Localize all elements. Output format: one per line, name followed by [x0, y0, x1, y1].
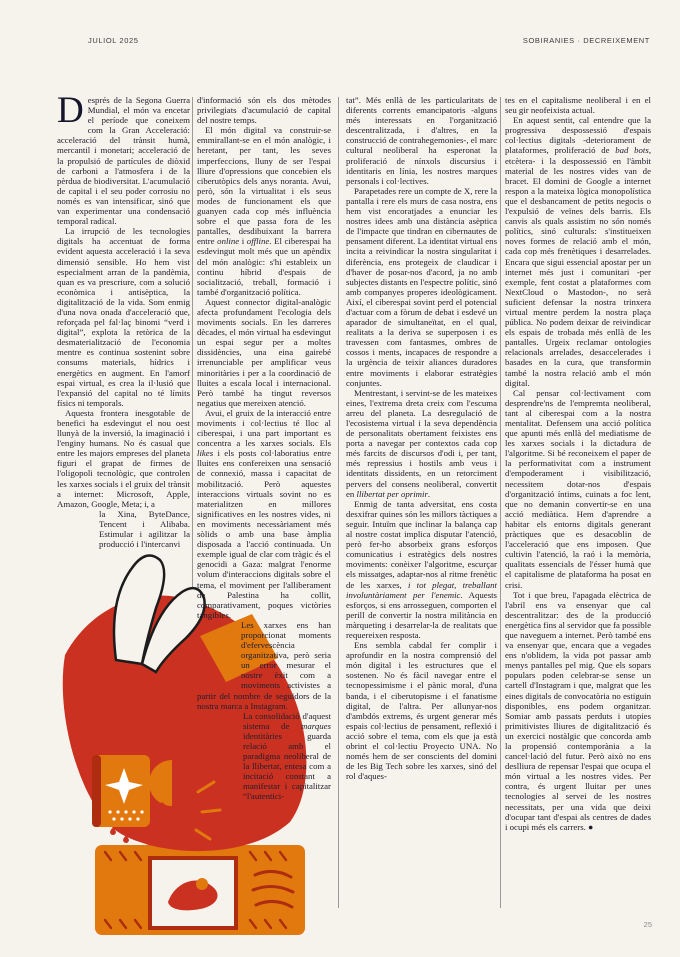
paragraph: [505, 115, 651, 388]
text-run: i els posts col·laboratius entre lluites ens confereixen una sensació de connexió, massa i capacitat de mobilització. Però aquestes interaccions virtuals sovint no es materialitzen en millores significatives en les nostres vides, ni en moviments necessàriament més sòlids o amb una base àmplia disposada a l'acció continuada. Un exemple igual de clar com tràgic és el genocidi a Gaza: malgrat l'enorme volum d'interaccions digitals sobre el tema, el moviment per l'alliberament de Palestina ha collit, comparativament, poques victòries tangibles.: [197, 448, 331, 620]
text-run: . El ciberespai ha esdevingut molt més que un apèndix del món analògic: s'hi estableix un continu híbrid d'espais de socialització, treball, formació i també d'organització política.: [197, 236, 331, 297]
paragraph: [346, 499, 497, 640]
paragraph: [197, 711, 331, 802]
illustration-wrap-spacer: [197, 711, 243, 835]
paragraph: [197, 620, 331, 711]
paragraph: [197, 297, 331, 408]
header-section: SOBIRANIES · DECREIXEMENT: [522, 36, 650, 45]
text-run: La consolidació d'aquest sistema de: [243, 710, 331, 731]
text-run: El món digital va construir-se emmirallant-se en el món analògic, i heretant, per tant, les seves imperfeccions, lluny de ser l'espai lliure d'opressions que concebien els ciberutòpics dels anys noranta. Avui, però, són la virtualitat i els seus modes de funcionament els que guanyen cada cop més influència sobre el que passa fora de les pantalles, desdibuixant la barrera entre: [197, 125, 331, 247]
page-footer: [644, 920, 652, 929]
text-run: Ens sembla cabdal fer complir i aprofundir en la nostra comprensió del món digital i les estructures que el sostenen. No és fàcil navegar entre el tecnopessimisme i el pànic moral, d'una banda, i el ciberutopisme i el fanatisme digital, de l'altra. Per allunyar-nos d'ambdós extrems, és urgent generar més espais col·lectius de pensament, reflexió i acció sobre el tema, com els que ja està obrint el col·lectiu Proyecto UNA. No només hem de ser conscients del domini de les Big Tech sobre les xarxes, sinó del rol d'aques-: [346, 640, 497, 782]
illustration-wrap-spacer: [57, 509, 99, 571]
text-run: En aquest sentit, cal entendre que la progressiva despossessió d'espais col·lectius digitals -deteriorament de plataformes, proliferació de: [505, 115, 651, 156]
paragraph: [197, 408, 331, 620]
text-run: La irrupció de les tecnologies digitals ha accentuat de forma evident aquesta acceleració i la seva dimensió sensible. Ho hem vist especialment arran de la pandèmia, quan es va prescriure, com a solució econòmica i antisèptica, la digitalització de la vida. Som enmig d'una nova onada d'acceleració que, reforçada pel fal·laç binomi “verd i digital”, explota la retòrica de la desmaterialització de l'economia mentre es continua sostenint sobre consums materials, hídrics i energètics en augment. En l'amorf espai virtual, es crea la il·lusió que l'expansió del capital no té límits físics ni temporals.: [57, 226, 190, 408]
text-run: d'informació són els dos mètodes privilegiats d'acumulació de capital del nostre temps.: [197, 95, 331, 126]
text-column-1: [57, 95, 190, 655]
text-column-3: [346, 95, 497, 915]
paragraph: [505, 95, 651, 115]
text-run: Les xarxes ens han proporcionat moments d'efervescència organitzativa, però seria un error mesurar el nostre èxit com a moviments activistes a partir del nombre de seguidors de la nostra marca a Instagram.: [197, 619, 331, 711]
paragraph: [505, 388, 651, 590]
text-run: .: [427, 488, 431, 499]
text-run: likes: [197, 448, 214, 459]
page-header: [88, 36, 650, 48]
drop-cap: D: [57, 95, 84, 131]
paragraph: [57, 408, 190, 509]
header-date: JULIOL 2025: [88, 36, 139, 45]
paragraph: [197, 125, 331, 297]
illustration-wrap-spacer: [197, 620, 241, 682]
column-rule: [500, 97, 501, 908]
paragraph: [57, 509, 190, 549]
paragraph: [346, 95, 497, 186]
text-run: Cal pensar col·lectivament com desprendre'ns de l'empremta neoliberal, tant al ciberespai com a la nostra mentalitat. Defensem una acció política que apunti més enllà del mediatisme de les xarxes socials i la dictadura de l'algoritme. Si bé reconeixem el paper de la performativitat com a instrument d'empoderament i visibilització, necessitem dotar-nos d'espais d'organització íntims, cuinats a foc lent, que no demanin convertir-se en una acció mediàtica. Hem d'aprendre a habitar els entorns digitals generant pràctiques que es desacoblin de l'acceleració que ens imposen. Que cultivin l'atenció, la raó i la memòria, qualitats essencials de l'ésser humà que el capitalisme de plataforma ha posat en crisi.: [505, 387, 651, 590]
text-run: Parapetades rere un compte de X, rere la pantalla i rere els murs de casa nostra, ens hem vist encoratjades a enunciar les nostres idees amb una distància asèptica de l'impacte que tindran en cibernautes de pensament diferent. La identitat virtual ens incita a reivindicar la nostra singularitat i diferència, ens protegeix de claudicar i d'haver de posar-nos d'acord, ja no amb subjectes distants en l'espectre polític, sinó amb companyes properes ideològicament. Així, el ciberespai sovint perd el potencial d'actuar com a fòrum de debat i esdevé un aparador de simultaneïtat, en el qual, realitats a la deriva se superposen i es travessen com fantasmes, ombres de cossos i ments, incapaces de respondre a la urgència de teixir aliances duradores entre moviments i elaborar estratègies conjuntes.: [346, 185, 497, 388]
text-run: identitàries guarda relació amb el paradigma neoliberal de la llibertat, entesa com a incitació constant a manifestar i capitalitzar “l'autentici-: [243, 730, 331, 802]
text-run: , etcètera- i la despossessió en l'àmbit material de les nostres vides van de bracet. El domini de Google a internet respon a la mateixa lògica monopolística que el desbancament de petits negocis o l'expulsió de veïnes dels barris. Els canvis als quals assistim no són només polítics, sinó culturals: s'institueixen noves formes de relació amb el món, cada cop més frenètiques i desarrelades. Encara que sigui essencial apostar per un internet més just i comunitari -per exemple, fent costat a plataformes com NextCloud o Mastodon-, no serà suficient defensar la nostra trinxera virtual mentre perdem la nostra plaça pública. No podem deixar de reivindicar els espais de trobada més enllà de les pantalles. Urgeix reclamar ontologies relacionals arrelades, desaccelerades i basades en la cura, que transformin també la nostra relació amb el món digital.: [505, 145, 651, 388]
text-run: tat”. Més enllà de les particularitats de diferents corrents emancipatoris -alguns més interessats en l'organització descentralitzada, i d'altres, en la construcció de contrahegemonies-, el marc cultural neoliberal ha esperonat la proliferació de nínxols discursius i identitaris en línia, les nostres marques personals i col·lectives.: [346, 95, 497, 186]
page-number: 25: [643, 920, 652, 929]
text-run: tes en el capitalisme neoliberal i en el seu gir neofeixista actual.: [505, 95, 651, 116]
text-run: llibertat per oprimir: [356, 488, 428, 499]
text-run: Aquest connector digital-analògic afecta profundament l'ecologia dels moviments socials. En les darreres dècades, el món virtual ha esdevingut un espai segur per a moltes dissidències, una eina gairebé irrenunciable per amplificar veus minoritàries i per a la coordinació de lluites a escala local i internacional. Però també ha tingut reversos negatius que mereixen atenció.: [197, 296, 331, 408]
rug: [95, 845, 305, 935]
device: [92, 755, 150, 827]
paragraph: [197, 95, 331, 125]
text-run: . Aquests esforços, si ens arrosseguen, comporten el perill de convertir la nostra militància en màrqueting i desarrelar-la de realitats que requereixen resposta.: [346, 589, 497, 640]
text-run: offline: [246, 236, 270, 247]
text-run: Aquesta frontera inesgotable de benefici ha esdevingut el nou oest llunyà de la inversió, la imaginació i l'enginy humans. No és casual que entre les majors empreses del planeta figuri el grapat de firmes de l'oligopoli tecnològic, que controlen les xarxes socials i el gruix del trànsit a internet: Microsoft, Apple, Amazon, Google, Meta; i, a: [57, 407, 190, 509]
paragraph: [505, 590, 651, 832]
text-run: online: [217, 236, 240, 247]
text-run: bad bots: [615, 145, 649, 156]
text-run: Enmig de tanta adversitat, ens costa desxifrar quines són les millors tàctiques a seguir. Intuïm que inclinar la balança cap al nostre costat implica disputar l'atenció, però fer-ho absorbeix grans esforços comunicatius i estratègics dels nostres moviments: conèixer l'algoritme, escurçar els missatges, adaptar-nos al ritme frenètic de les xarxes,: [346, 498, 497, 590]
paragraph: [57, 95, 190, 226]
text-column-2: [197, 95, 331, 835]
framed-picture: [150, 858, 236, 928]
text-run: marques: [301, 720, 331, 731]
text-run: i tot plegat, treballant involuntàriament per l'enemic: [346, 579, 497, 600]
paragraph: [346, 186, 497, 388]
paragraph: [57, 226, 190, 408]
text-run: Avui, el gruix de la interacció entre moviments i col·lectius té lloc al ciberespai, i una part important es concentra a les xarxes socials. Els: [197, 407, 331, 449]
text-run: i: [239, 236, 247, 247]
text-run: Mentrestant, i servint-se de les mateixes eines, l'extrema dreta creix com l'escuma arreu del planeta. La desregulació de l'ecosistema virtual i la seva dependència de personalitats obertament feixistes ens porta a navegar per contextos cada cop més farcits de discursos d'odi i, per tant, més repressius i hostils amb veus i identitats dissidents, en un retorciment pervers del consens neoliberal, convertit en: [346, 387, 497, 499]
paragraph: [346, 388, 497, 499]
text-run: esprés de la Segona Guerra Mundial, el món va encetar el període que coneixem com la Gran Acceleració: acceleració del trànsit humà, mercantil i monetari; acceleració de la propulsió de partícules de diòxid de carboni a l'atmosfera i de la pèrdua de biodiversitat. L'acumulació de capital i el seu poder corrosiu no només es van intensificar, sinó que van experimentar una condensació temporal radical.: [57, 95, 190, 227]
text-run: la Xina, ByteDance, Tencent i Alibaba. Estimular i agilitzar la producció i l'intercanvi: [99, 508, 190, 550]
paragraph: [346, 640, 497, 781]
text-column-4: [505, 95, 651, 917]
text-run: Tot i que breu, l'apagada elèctrica de l'abril ens va ensenyar que cal descentralitzar: des de la producció energètica fins al servidor que fa possible que naveguem a internet. Però també ens va ensenyar que, encara que a vegades ens n'oblidem, la vida pot passar amb menys pantalles pel mig. Que els sopars populars poden celebrar-se sense un cartell d'Instagram i que, malgrat que les eines digitals de convocatòria no estiguin disponibles, ens podem organitzar. Somiar amb passats perduts i utopies primitivistes lliures de digitalització és un exercici nostàlgic que concorda amb la propensió contemporània a la cancel·lació del futur. Però això no ens deslliura de repensar l'espai que ocupa el món virtual a les nostres vides. Per contra, és urgent lluitar per unes tecnologies al servei de les nostres necessitats, per una vida que deixi d'ocupar tant d'espai als centres de dades i ocupi més els carrers. ●: [505, 589, 651, 832]
